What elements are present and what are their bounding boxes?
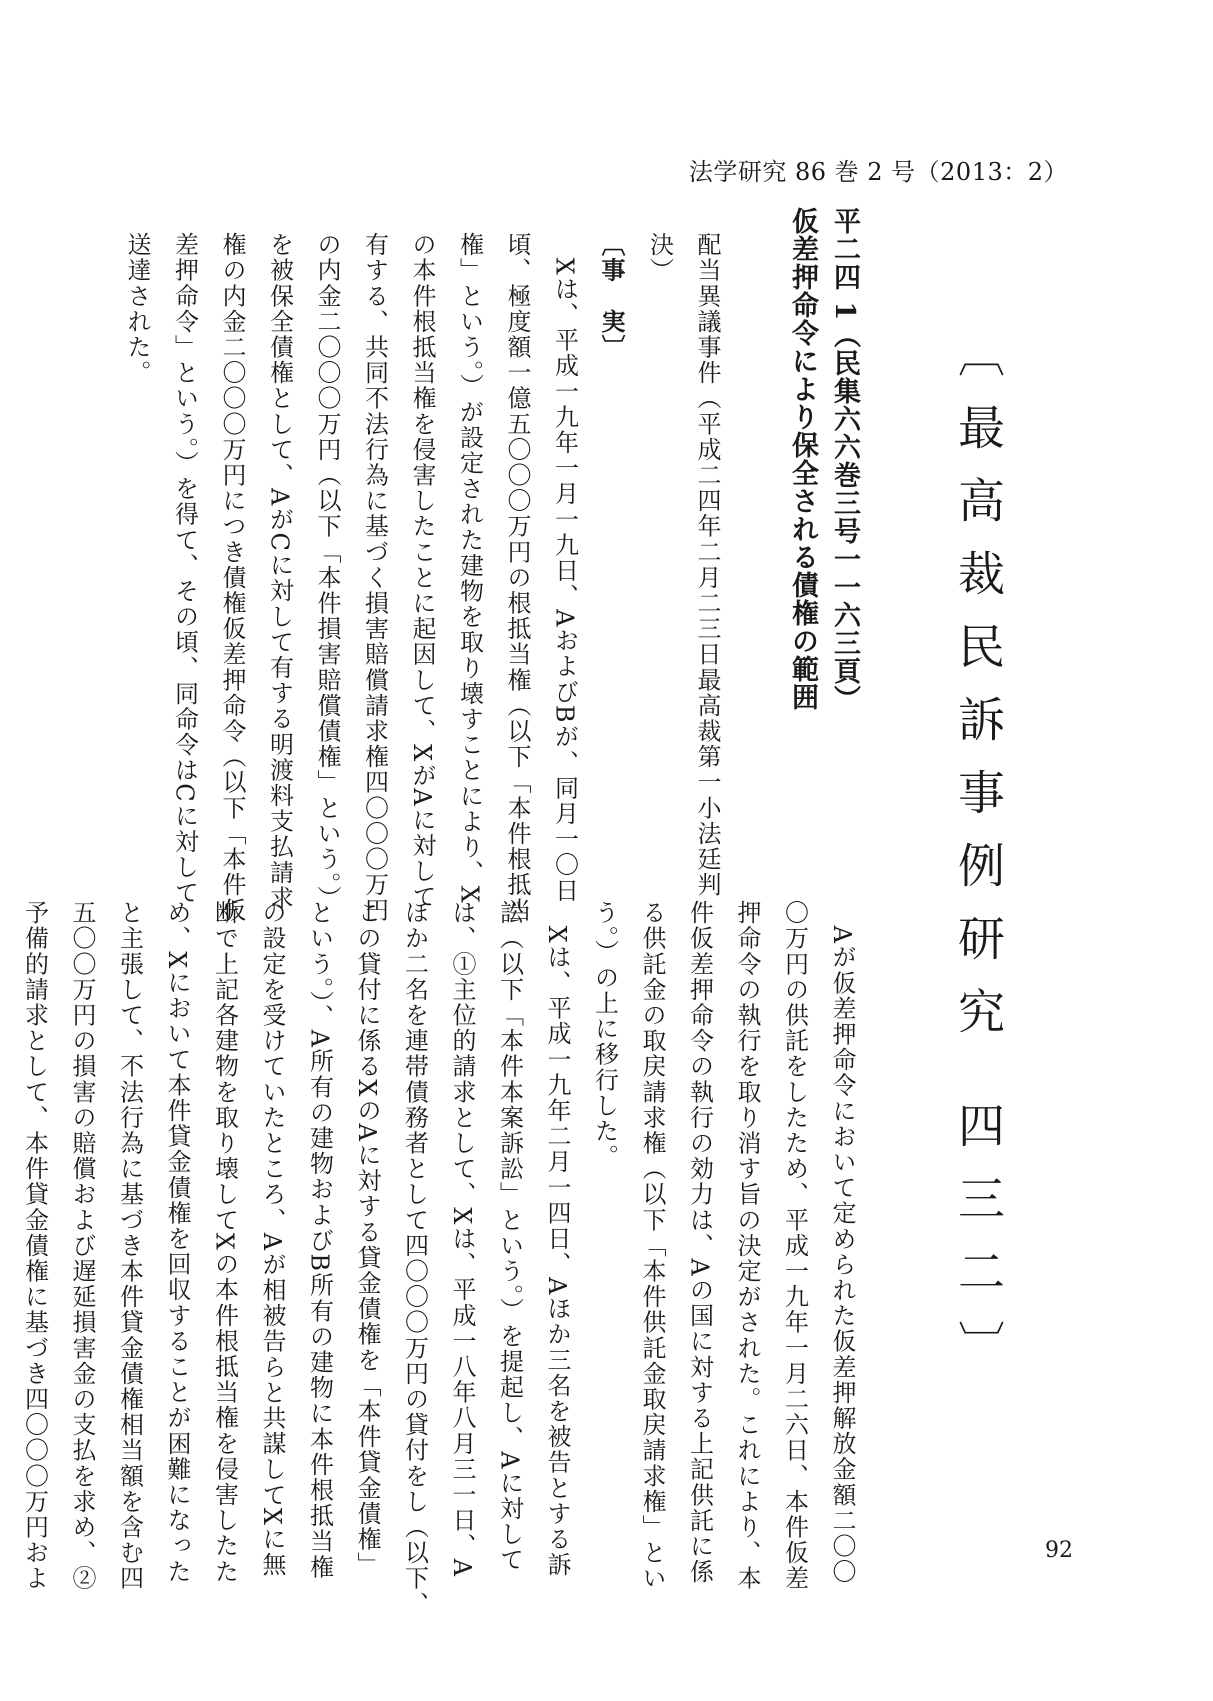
body-line: 頃、極度額一億五〇〇〇万円の根抵当権（以下「本件根抵当 (503, 232, 531, 924)
body-line: 押命令の執行を取り消す旨の決定がされた。これにより、本 (733, 900, 761, 1592)
body-line: う。）の上に移行した。 (590, 900, 619, 1170)
body-line: Aが仮差押命令において定められた仮差押解放金額二〇〇 (828, 900, 856, 1585)
body-line: は、①主位的請求として、Xは、平成一八年八月三一日、A (448, 900, 476, 1578)
body-line: 権」という。）が設定された建物を取り壊すことにより、X (455, 232, 484, 905)
body-line: の内金二〇〇〇万円（以下「本件損害賠償債権」という。） (313, 232, 341, 912)
body-line: ほか二名を連帯債務者として四〇〇〇万円の貸付をし（以下、 (400, 900, 429, 1617)
body-line: この貸付に係るXのAに対する貸金債権を「本件貸金債権」 (353, 900, 381, 1578)
body-line: Xは、平成一九年一月一九日、AおよびBが、同月一〇日 (550, 232, 579, 904)
case-number: 平二四 1（民集六六巻三号一一六三頁） (829, 207, 860, 714)
body-line: 件仮差押命令の執行の効力は、Aの国に対する上記供託に係 (685, 900, 714, 1585)
body-line: 断で上記各建物を取り壊してXの本件根抵当権を侵害したた (210, 900, 239, 1585)
body-line: を被保全債権として、AがCに対して有する明渡料支払請求 (265, 232, 294, 911)
series-title: 〔最高裁民訴事例研究 四三二〕 (950, 330, 1005, 1393)
body-line: 五〇〇万円の損害の賠償および遅延損害金の支払を求め、② (68, 900, 96, 1592)
body-line: の本件根抵当権を侵害したことに起因して、XがAに対して (408, 232, 436, 910)
case-info-line: 決） (645, 232, 674, 284)
body-line: め、Xにおいて本件貸金債権を回収することが困難になった (163, 900, 191, 1585)
body-line: の設定を受けていたところ、Aが相被告らと共謀してXに無 (258, 900, 286, 1578)
case-title: 仮差押命令により保全される債権の範囲 (787, 207, 818, 711)
body-line: 送達された。 (123, 232, 151, 386)
body-line: る供託金の取戻請求権（以下「本件供託金取戻請求権」とい (638, 900, 666, 1592)
body-line: 権の内金二〇〇〇万円につき債権仮差押命令（以下「本件仮 (218, 232, 246, 924)
body-line: と主張して、不法行為に基づき本件貸金債権相当額を含む四 (115, 900, 144, 1592)
facts-heading: 〔事 実〕 (597, 232, 626, 360)
body-line: Xは、平成一九年二月一四日、Aほか三名を被告とする訴 (543, 900, 571, 1578)
page-number: 92 (1045, 1538, 1073, 1563)
body-line: 訟（以下「本件本案訴訟」という。）を提起し、Aに対して (495, 900, 524, 1573)
body-line: 有する、共同不法行為に基づく損害賠償請求権四〇〇〇万円 (360, 232, 389, 924)
body-bottom (20, 900, 865, 1617)
case-info-line: 配当異議事件（平成二四年二月二三日最高裁第一小法廷判 (693, 232, 721, 898)
body-line: 差押命令」という。）を得て、その頃、同命令はCに対して (170, 232, 199, 906)
body-top (123, 232, 730, 924)
body-line: 〇万円の供託をしたため、平成一九年一月二六日、本件仮差 (780, 900, 809, 1592)
journal-header: 法学研究 86 巻 2 号（2013：2） (688, 158, 1068, 186)
body-line: という。）、A所有の建物およびB所有の建物に本件根抵当権 (305, 900, 334, 1580)
body-line: 予備的請求として、本件貸金債権に基づき四〇〇〇万円およ (20, 900, 49, 1592)
